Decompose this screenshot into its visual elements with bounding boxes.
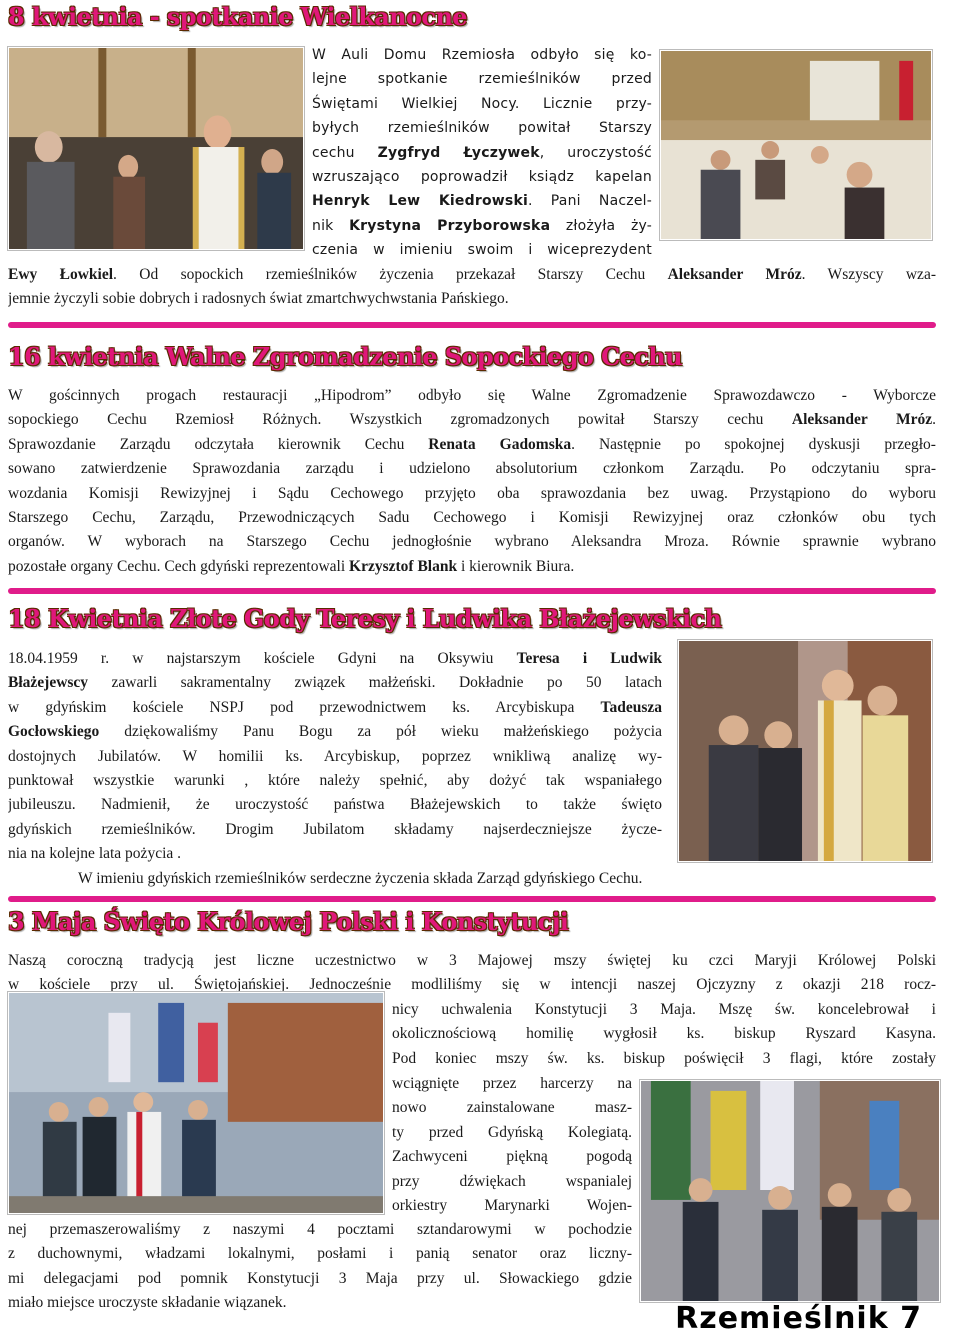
text-run: Pod koniec mszy św. ks. biskup poświęcił 3 flagi, które zostały — [392, 1049, 936, 1067]
text-run: , uroczystość — [539, 144, 652, 161]
page-footer: Rzemieślnik 7 — [675, 1301, 922, 1336]
text-run: okolicznościową homilię wygłosił ks. biskup Ryszard Kasyna. — [392, 1025, 936, 1043]
text-line — [312, 43, 652, 67]
bold-name: Ewy Łowkiel — [8, 266, 114, 283]
text-run: cechu — [312, 144, 378, 161]
text-line — [8, 647, 662, 671]
text-run: dostojnych Jubilatów. W homilii ks. Arcybiskup, poprzez wnikliwą analizę wy- — [8, 747, 662, 765]
section-divider — [8, 896, 936, 902]
text-run: 18.04.1959 r. w najstarszym kościele Gdyni na Oksywiu — [8, 650, 517, 667]
text-run: czenia w imieniu swoim i wiceprezydent — [312, 242, 652, 259]
text-run: . Następnie po spokojnej dyskusji przegło- — [571, 435, 936, 453]
text-run: . — [932, 411, 936, 429]
text-line — [78, 867, 938, 891]
text-line — [8, 793, 662, 817]
text-line — [312, 92, 652, 116]
text-line — [392, 1145, 632, 1169]
text-run: Starszego Cechu, Zarządu, Przewodniczących Sadu Cechowego i Komisji Rewizyjnej oraz członków obu tych — [8, 508, 936, 526]
text-run: i kierownik Biura. — [457, 557, 575, 575]
text-run: w gdyńskim kościele NSPJ pod przewodnictwem ks. Arcybiskupa — [8, 698, 601, 716]
text-run: nicy uchwalenia Konstytucji 3 Maja. Mszę św. koncelebrował i — [392, 1001, 936, 1018]
text-run: jubileuszu. Nadmienił, że uroczystość państwa Błażejewskich to także święto — [8, 796, 662, 814]
text-line — [392, 1096, 632, 1120]
text-line — [8, 408, 936, 432]
bold-name: Tadeusza — [600, 698, 662, 716]
text-line — [8, 842, 662, 866]
bold-name: Gocłowskiego — [8, 723, 100, 741]
text-run: . Pani Naczel- — [527, 193, 652, 210]
section-heading-may-third: 3 Maja Święto Królowej Polski i Konstytucji — [8, 907, 569, 936]
text-line — [392, 1170, 632, 1194]
section-heading-easter: 8 kwietnia - spotkanie Wielkanocne — [8, 2, 467, 31]
text-run: w kościele przy ul. Świętojańskiej. Jednocześnie modliliśmy się w intencji naszej Ojczyzny z okazji 218 rocz- — [8, 976, 936, 994]
photo-may-banners — [640, 1080, 940, 1302]
text-line — [392, 1047, 936, 1071]
section-heading-golden-wedding: 18 Kwietnia Złote Gody Teresy i Ludwika Błażejewskich — [8, 604, 722, 633]
photo-golden-wedding — [678, 640, 932, 862]
text-line — [8, 745, 662, 769]
text-run: lejne spotkanie rzemieślników przed — [312, 71, 652, 88]
section-heading-general-meeting: 16 kwietnia Walne Zgromadzenie Sopockiego Cechu — [8, 342, 682, 371]
text-line — [312, 214, 652, 238]
text-run: gdyńskich rzemieślników. Drogim Jubilatom składamy najserdeczniejsze życze- — [8, 820, 662, 838]
text-line — [8, 263, 936, 287]
text-run: miało miejsce uroczyste składanie wiązanek. — [8, 1294, 287, 1312]
text-run: mi delegacjami pod pomnik Konstytucji 3 Maja przy ul. Słowackiego gdzie — [8, 1269, 632, 1287]
text-line — [312, 189, 652, 213]
text-run: organów. W wyborach na Starszego Cechu jednogłośnie wybrano Aleksandra Mroza. Równie sprawnie wybrano — [8, 533, 936, 551]
bold-name: Błażejewscy — [8, 674, 89, 692]
text-line — [392, 1022, 936, 1046]
text-run: wozdania Komisji Rewizyjnej i Sądu Cechowego przyjęto oba sprawozdania bez uwag. Przystąpiono do wyboru — [8, 484, 936, 502]
text-run: dziękowaliśmy Panu Bogu za pół wieku małżeńskiego pożycia — [99, 723, 662, 741]
bold-name: Zygfryd Łyczywek — [377, 144, 540, 161]
section-body-golden-wedding — [8, 647, 662, 867]
photo-easter-hall — [660, 50, 932, 240]
text-line — [8, 671, 662, 695]
bold-name: Renata Gadomska — [428, 435, 572, 453]
text-line — [392, 1121, 632, 1145]
text-run: orkiestry Marynarki Wojen- — [392, 1196, 632, 1214]
text-run: sowano zatwierdzenie Sprawozdania zarządu i udzielono absolutorium członkom Zarządu. Po odczytaniu spra- — [8, 460, 936, 478]
text-run: zawarli sakramentalny związek małżeński. Dokładnie po 50 latach — [88, 674, 662, 692]
section-body-may-third-top — [8, 949, 936, 998]
text-line — [8, 482, 936, 506]
text-run: Zachwyceni piękną pogodą — [392, 1148, 632, 1166]
section-body-may-third-narrow — [392, 1072, 632, 1218]
text-line — [8, 384, 936, 408]
text-line — [8, 769, 662, 793]
text-line — [8, 1242, 632, 1266]
text-line — [312, 165, 652, 189]
text-line — [8, 506, 936, 530]
text-run: W gościnnych progach restauracji „Hipodrom” odbyło się Walne Zgromadzenie Sprawozdawczo - Wyborcze — [8, 387, 936, 404]
text-run: złożyła ży- — [550, 217, 652, 234]
text-run: W Auli Domu Rzemiosła odbyło się ko- — [312, 47, 652, 63]
text-run: . Od sopockich rzemieślników życzenia przekazał Starszy Cechu — [113, 266, 668, 283]
photo-easter-priest — [8, 47, 304, 250]
text-line — [8, 696, 662, 720]
text-run: pozostałe organy Cechu. Cech gdyński reprezentowali — [8, 557, 350, 575]
text-line — [8, 555, 936, 579]
text-line — [8, 818, 662, 842]
text-run: Świętami Wielkiej Nocy. Licznie przy- — [312, 95, 652, 112]
section-body-easter-wrapped — [312, 43, 652, 263]
bold-name: Aleksander Mróz — [791, 411, 933, 429]
text-run: ty przed Gdyńską Kolegiatą. — [392, 1123, 632, 1141]
text-run: jemnie życzyli sobie dobrych i radosnych świat zmartchwychwstania Pańskiego. — [8, 290, 509, 308]
text-line — [392, 1072, 632, 1096]
text-run: sopockiego Cechu Rzemiosł Różnych. Wszystkich zgromadzonych powitał Starszy cechu — [8, 411, 792, 429]
bold-name: Henryk Lew Kiedrowski — [312, 193, 528, 210]
text-run: byłych rzemieślników powitał Starszy — [312, 120, 652, 137]
text-line — [392, 1194, 632, 1218]
text-run: . Wszyscy wza- — [801, 266, 936, 283]
bold-name: Krystyna Przyborowska — [349, 217, 551, 234]
bold-name: Krzysztof Blank — [349, 557, 458, 575]
bold-name: Aleksander Mróz — [667, 266, 802, 283]
text-run: Sprawozdanie Zarządu odczytała kierownik Cechu — [8, 435, 429, 453]
text-line — [8, 1291, 632, 1315]
text-line — [392, 998, 936, 1022]
text-line — [8, 433, 936, 457]
section-body-golden-wedding-wishes — [78, 867, 938, 891]
text-run: W imieniu gdyńskich rzemieślników serdeczne życzenia składa Zarząd gdyńskiego Cechu. — [78, 870, 643, 887]
text-run: nia na kolejne lata pożycia . — [8, 845, 182, 863]
text-line — [312, 116, 652, 140]
text-line — [8, 720, 662, 744]
text-line — [8, 1218, 632, 1242]
section-body-may-third-mid — [392, 998, 936, 1071]
text-run: przy dźwiękach wspanialej — [392, 1172, 632, 1190]
text-line — [8, 530, 936, 554]
text-run: nowo zainstalowane masz- — [392, 1099, 632, 1117]
text-run: nej przemaszerowaliśmy z naszymi 4 pocztami sztandarowymi w pochodzie — [8, 1221, 632, 1238]
text-line — [8, 949, 936, 973]
text-run: nik — [312, 217, 350, 234]
text-line — [312, 67, 652, 91]
text-run: wciągnięte przez harcerzy na — [392, 1075, 632, 1092]
section-body-general-meeting — [8, 384, 936, 579]
text-run: Naszą coroczną tradycją jest liczne uczestnictwo w 3 Majowej mszy świętej ku czci Maryji Królowej Polski — [8, 952, 936, 969]
section-divider — [8, 588, 936, 594]
text-line — [312, 238, 652, 262]
text-run: z duchownymi, władzami lokalnymi, posłami i panią senator oraz liczny- — [8, 1245, 632, 1263]
text-line — [8, 457, 936, 481]
bold-name: Teresa i Ludwik — [516, 650, 662, 667]
text-line — [312, 141, 652, 165]
photo-may-procession — [8, 992, 384, 1214]
section-body-may-third-bottom — [8, 1218, 632, 1316]
text-run: punktował wszystkie warunki , które należy spełnić, aby dożyć tak wspaniałego — [8, 771, 662, 789]
section-divider — [8, 322, 936, 328]
text-run: wzruszająco poprowadził ksiądz kapelan — [312, 168, 652, 185]
section-body-easter-full — [8, 263, 936, 312]
text-line — [8, 1267, 632, 1291]
text-line — [8, 287, 936, 311]
